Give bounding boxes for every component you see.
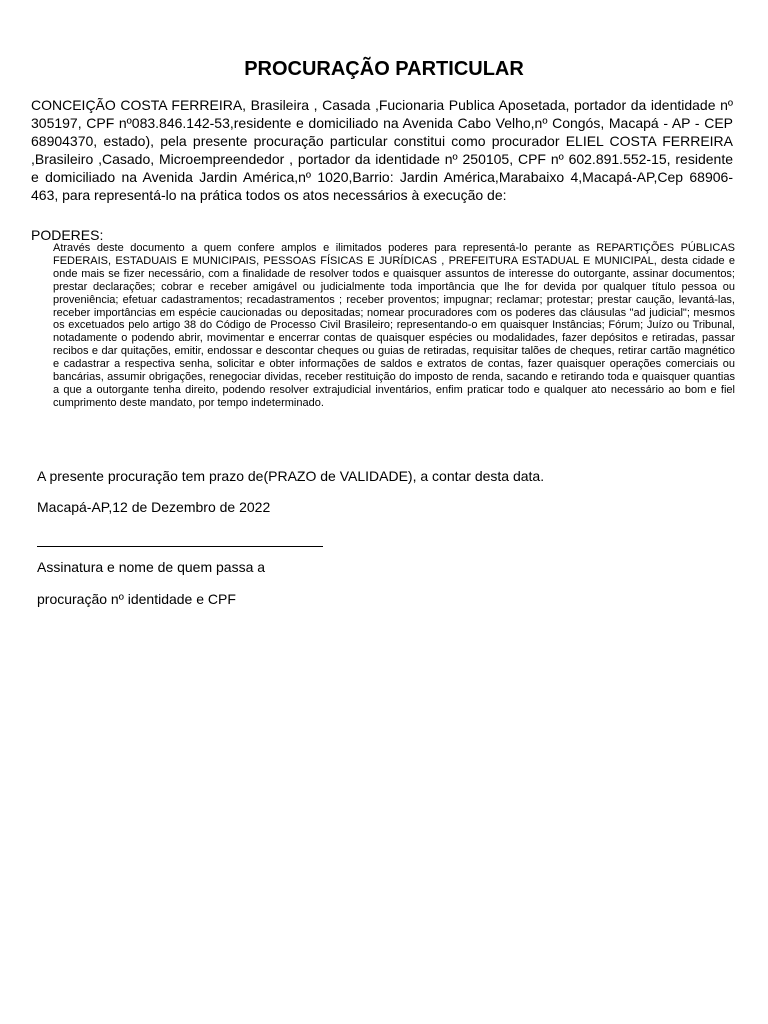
document-title: PROCURAÇÃO PARTICULAR: [244, 58, 524, 80]
signature-caption-line-1: Assinatura e nome de quem passa a: [37, 559, 266, 575]
intro-paragraph: CONCEIÇÃO COSTA FERREIRA, Brasileira , Casada ,Fucionaria Publica Aposetada, portador da identidade nº 305197, CPF nº083.846.142-53,residente e domiciliado na Avenida Cabo Velho,nº Congós, Macapá - AP - CEP 68904370, estado), pela presente procuração particular constitui como procurador ELIEL COSTA FERREIRA ,Brasileiro ,Casado, Microempreendedor , portador da identidade nº 250105, CPF nº 602.891.552-15, residente e domiciliado na Avenida Jardin América,nº 1020,Barrio: Jardin América,Marabaixo 4,Macapá-AP,Cep 68906-463, para representá-lo na prática todos os atos necessários à execução de:: [31, 97, 733, 203]
signature-line: [37, 546, 323, 547]
signature-caption-line-2: procuração nº identidade e CPF: [37, 591, 236, 607]
validity-statement: A presente procuração tem prazo de(PRAZO de VALIDADE), a contar desta data.: [37, 468, 545, 484]
powers-paragraph: Através deste documento a quem confere amplos e ilimitados poderes para representá-lo perante as REPARTIÇÕES PÚBLICAS FEDERAIS, ESTADUAIS E MUNICIPAIS, PESSOAS FÍSICAS E JURÍDICAS , PREFEITURA ESTADUAL E MUNICIPAL, desta cidade e onde mais se fizer necessário, com a finalidade de resolver todos e quaisquer assuntos de interesse do outorgante, assinar documentos; prestar declarações; cobrar e receber amigável ou judicialmente toda importância que lhe for devida por qualquer título pessoa ou proveniência; efetuar cadastramentos; recadastramentos ; receber proventos; impugnar; reclamar; protestar; prestar caução, levantá-las, receber importâncias em espécie caucionadas ou depositadas; nomear procuradores com os poderes das cláusulas "ad judicial"; mesmos os excetuados pelo artigo 38 do Código de Processo Civil Brasileiro; representando-o em quaisquer Instâncias; Fórum; Juízo ou Tribunal, notadamente o podendo abrir, movimentar e encerrar contas de quaisquer espécies ou modalidades, fazer depósitos e retiradas, passar recibos e dar quitações, emitir, endossar e descontar cheques ou guias de retiradas, requisitar talões de cheques, retirar cartão magnético e cadastrar a respectiva senha, solicitar e obter informações de saldos e extratos de contas, fazer quaisquer operações comerciais ou bancárias, assumir obrigações, renegociar dividas, receber restituição do imposto de renda, sacando e retirando toda e quaisquer quantias a que a outorgante tenha direito, podendo resolver extrajudicial inventários, enfim praticar todo e qualquer ato necessário ao bom e fiel cumprimento deste mandato, por tempo indeterminado.: [53, 242, 735, 409]
place-and-date: Macapá-AP,12 de Dezembro de 2022: [37, 499, 271, 515]
powers-label: PODERES:: [31, 227, 104, 243]
